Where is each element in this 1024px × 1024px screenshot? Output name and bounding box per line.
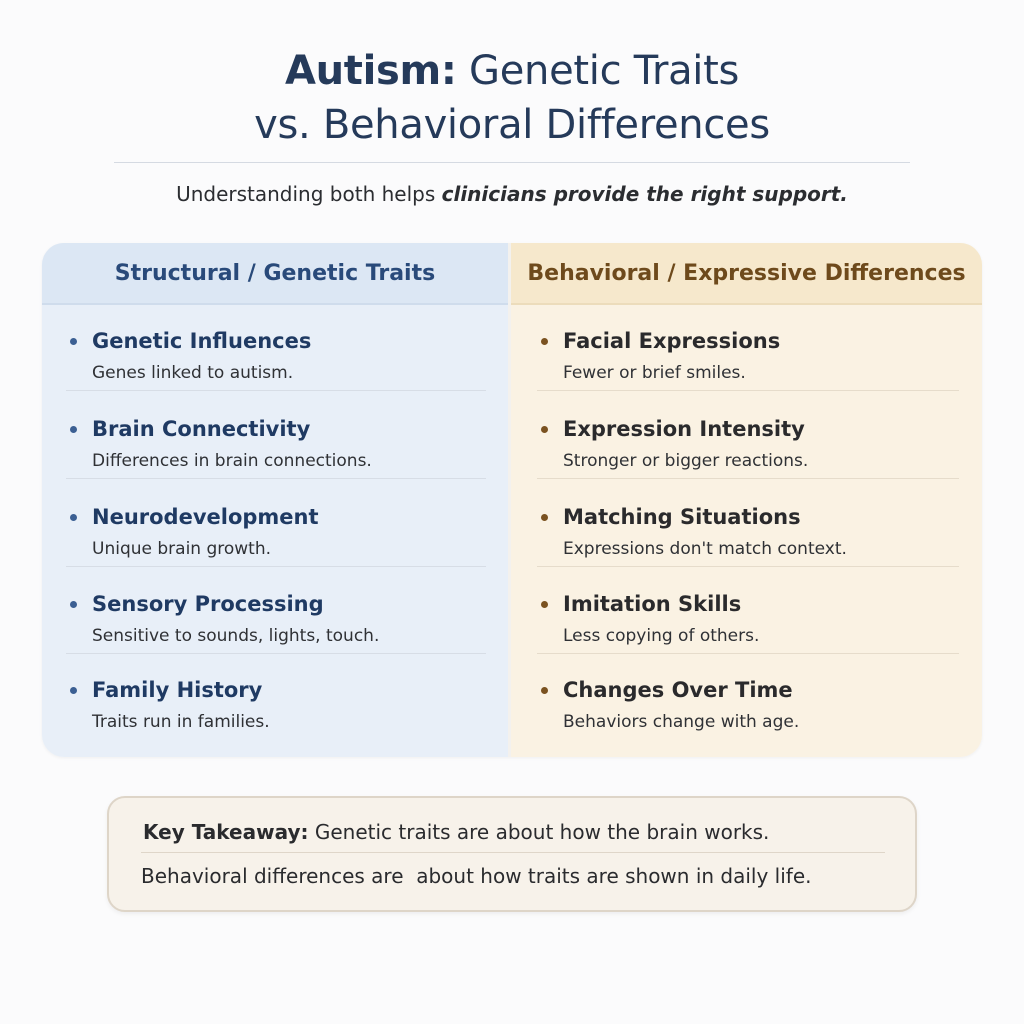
subtitle-emphasis: clinicians provide the right support. bbox=[441, 182, 848, 206]
page-title bbox=[0, 44, 1024, 152]
list-item-imitation-skills bbox=[537, 568, 959, 654]
behavioral-differences-column bbox=[511, 243, 982, 757]
item-description: Unique brain growth. bbox=[92, 539, 272, 559]
genetic-traits-heading: Structural / Genetic Traits bbox=[42, 243, 508, 305]
bullet-icon bbox=[70, 338, 77, 345]
item-title: Expression Intensity bbox=[563, 417, 805, 441]
item-description: Stronger or bigger reactions. bbox=[563, 451, 809, 471]
title-line-2: vs. Behavioral Differences bbox=[254, 102, 770, 148]
bullet-icon bbox=[541, 514, 548, 521]
genetic-traits-column bbox=[42, 243, 508, 757]
takeaway-divider bbox=[141, 852, 885, 853]
bullet-icon bbox=[541, 338, 548, 345]
title-line-1 bbox=[0, 44, 1024, 98]
list-item-matching-situations bbox=[537, 481, 959, 567]
behavioral-differences-heading: Behavioral / Expressive Differences bbox=[511, 243, 982, 305]
list-item-genetic-influences bbox=[66, 305, 486, 391]
item-description: Genes linked to autism. bbox=[92, 363, 294, 383]
item-title: Genetic Influences bbox=[92, 329, 312, 353]
comparison-panel bbox=[42, 243, 982, 757]
list-item-changes-over-time bbox=[537, 654, 959, 740]
bullet-icon bbox=[70, 687, 77, 694]
item-title: Facial Expressions bbox=[563, 329, 781, 353]
item-title: Sensory Processing bbox=[92, 592, 324, 616]
item-title: Matching Situations bbox=[563, 505, 801, 529]
title-divider bbox=[114, 162, 910, 163]
item-title: Brain Connectivity bbox=[92, 417, 311, 441]
bullet-icon bbox=[70, 601, 77, 608]
title-bold-part: Autism: bbox=[284, 48, 457, 94]
list-item-sensory-processing bbox=[66, 568, 486, 654]
list-item-expression-intensity bbox=[537, 393, 959, 479]
item-title: Changes Over Time bbox=[563, 678, 793, 702]
item-description: Traits run in families. bbox=[92, 712, 270, 732]
title-rest-part: Genetic Traits bbox=[456, 48, 740, 94]
subtitle bbox=[0, 180, 1024, 208]
list-item-neurodevelopment bbox=[66, 481, 486, 567]
subtitle-plain: Understanding both helps bbox=[176, 182, 442, 206]
list-item-facial-expressions bbox=[537, 305, 959, 391]
item-description: Sensitive to sounds, lights, touch. bbox=[92, 626, 380, 646]
item-description: Fewer or brief smiles. bbox=[563, 363, 746, 383]
bullet-icon bbox=[541, 426, 548, 433]
item-description: Expressions don't match context. bbox=[563, 539, 847, 559]
takeaway-line-2: Behavioral differences are about how traits are shown in daily life. bbox=[141, 864, 812, 888]
bullet-icon bbox=[70, 426, 77, 433]
takeaway-label: Key Takeaway: bbox=[143, 820, 309, 844]
list-item-brain-connectivity bbox=[66, 393, 486, 479]
item-description: Differences in brain connections. bbox=[92, 451, 372, 471]
list-item-family-history bbox=[66, 654, 486, 740]
item-description: Behaviors change with age. bbox=[563, 712, 800, 732]
bullet-icon bbox=[541, 687, 548, 694]
bullet-icon bbox=[70, 514, 77, 521]
item-title: Family History bbox=[92, 678, 263, 702]
item-title: Imitation Skills bbox=[563, 592, 742, 616]
key-takeaway-box bbox=[107, 796, 917, 912]
item-title: Neurodevelopment bbox=[92, 505, 319, 529]
takeaway-text-1: Genetic traits are about how the brain works. bbox=[308, 820, 770, 844]
item-description: Less copying of others. bbox=[563, 626, 760, 646]
takeaway-line-1 bbox=[143, 818, 769, 846]
bullet-icon bbox=[541, 601, 548, 608]
